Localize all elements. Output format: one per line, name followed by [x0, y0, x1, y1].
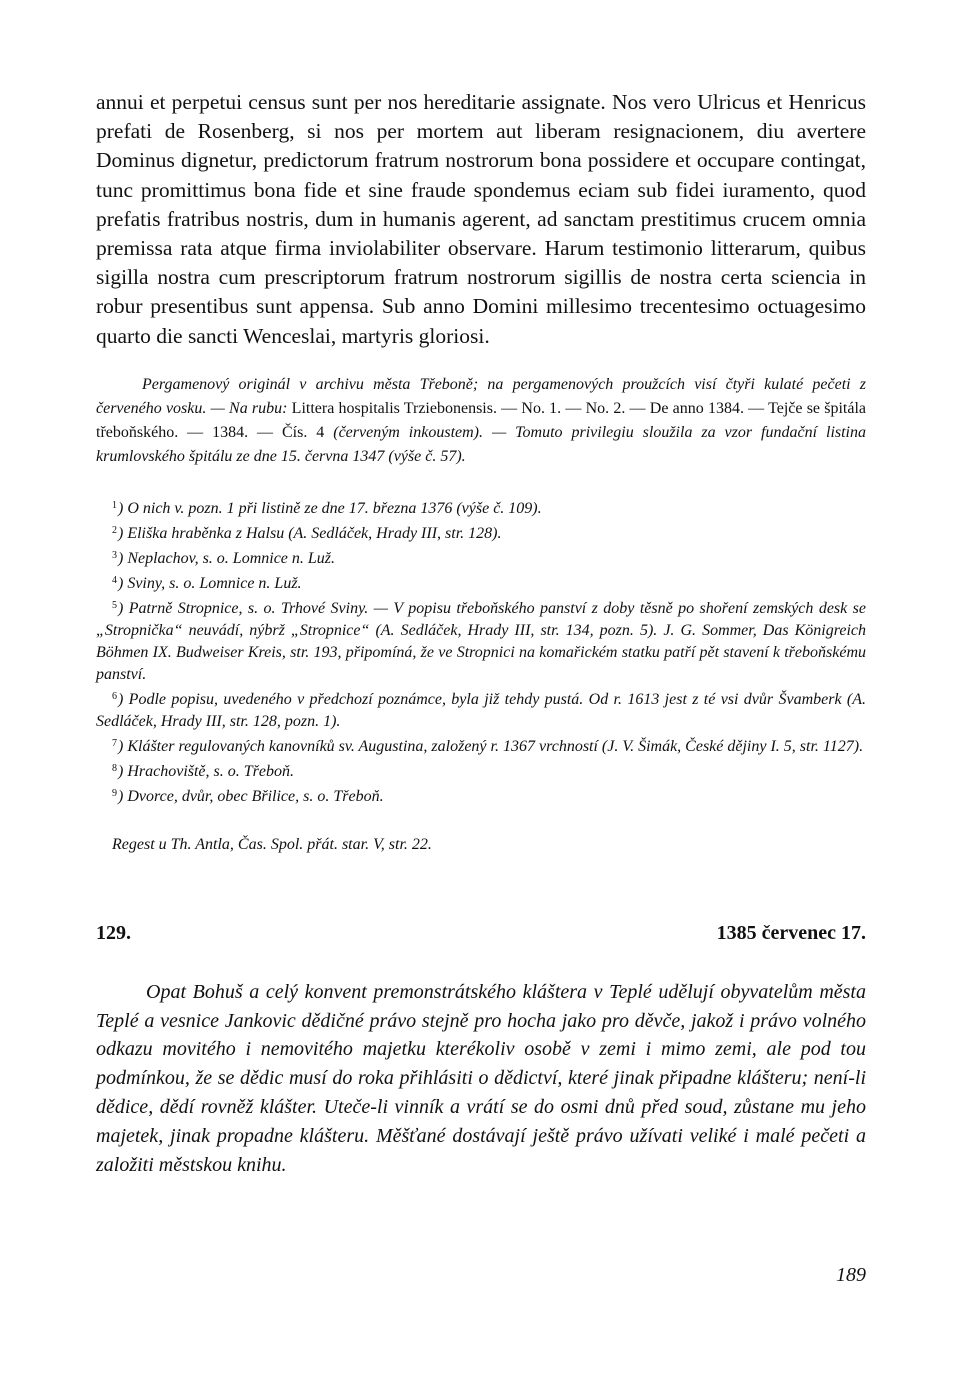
- document-abstract: Opat Bohuš a celý konvent premonstrátského kláštera v Teplé udělují obyvatelům města Teplé a vesnice Jankovic dědičné právo stejně pro hocha jako pro děvče, jakož i právo volného odkazu movitého i nemovitého majetku kterékoliv osobě v zemi i mimo zemi, ale pod tou podmínkou, že se dědic musí do roka přihlásiti o dědictví, které jinak připadne klášteru; není-li dědice, dědí rovněž klášter. Uteče-li vinník a vrátí se do osmi dnů před soud, zůstane mu jeho majetek, jinak propadne klášteru. Měšťané dostávají ještě právo užívati veliké i malé pečeti a založiti městskou knihu.: [96, 980, 866, 1176]
- footnote-text: Neplachov, s. o. Lomnice n. Luž.: [127, 549, 336, 567]
- archival-note-part1: Pergamenový originál v archivu města Třeboně; na pergamenových proužcích visí čtyři kulaté pečeti z červeného vosku. — Na rubu:: [96, 375, 866, 417]
- footnote-text: Dvorce, dvůr, obec Břilice, s. o. Třeboň.: [127, 787, 384, 805]
- footnote-number: 8: [112, 762, 117, 774]
- footnote-text: Klášter regulovaných kanovníků sv. Augustina, založený r. 1367 vrchností (J. V. Šimák, České dějiny I. 5, str. 1127).: [127, 737, 864, 755]
- footnote: $^2$) Eliška hraběnka z Halsu (A. Sedláček, Hrady III, str. 128).: [112, 524, 502, 542]
- main-text: annui et perpetui census sunt per nos hereditarie assignate. Nos vero Ulricus et Henricus prefati de Rosenberg, si nos per mortem aut liberam resignacionem, diu avertere Dominus dignetur, predictorum fratrum nostrorum bona possidere et occupare contingat, tunc promittimus bona fide et sine fraude spondemus eciam sub fidei iuramento, quod prefatis fratribus nostris, dum in humanis agerent, ad sanctam prestitimus crucem omnia premissa rata atque firma inviolabiliter observare. Harum testimonio litterarum, quibus sigilla nostra cum prescriptorum fratrum nostrorum sigillis de nostra certa sciencia in robur presentibus sunt appensa. Sub anno Domini millesimo trecentesimo octuagesimo quarto die sancti Wenceslai, martyris gloriosi.: [96, 90, 866, 348]
- footnote: $^5$) Patrně Stropnice, s. o. Trhové Sviny. — V popisu třeboňského panství z doby těsně po shoření zemských desk se „Stropnička“ neuvádí, nýbrž „Stropnice“ (A. Sedláček, Hrady III, str. 134, pozn. 5). J. G. Sommer, Das Königreich Böhmen IX. Budweiser Kreis, str. 193, připomíná, že ve Stropnici na komařickém statku patří pět stavení k třeboňskému panství.: [96, 599, 867, 683]
- page-number: 189: [836, 1264, 866, 1286]
- footnote-text: Patrně Stropnice, s. o. Trhové Sviny. — V popisu třeboňského panství z doby těsně po shoření zemských desk se „Stropnička“ neuvádí, nýbrž „Stropnice“ (A. Sedláček, Hrady III, str. 134, pozn. 5). J. G. Sommer, Das Königreich Böhmen IX. Budweiser Kreis, str. 193, připomíná, že ve Stropnici na komařickém statku patří pět stavení k třeboňskému panství.: [96, 599, 867, 683]
- archival-note-part3: (červeným inkoustem). — Tomuto privilegiu sloužila za vzor fundační listina krumlovského špitálu ze dne 15. června 1347 (výše č. 57).: [96, 423, 867, 465]
- footnote-number: 3: [112, 549, 117, 561]
- footnote: $^4$) Sviny, s. o. Lomnice n. Luž.: [112, 574, 302, 592]
- footnote-text: O nich v. pozn. 1 při listině ze dne 17. března 1376 (výše č. 109).: [127, 499, 542, 517]
- footnote-text: Eliška hraběnka z Halsu (A. Sedláček, Hrady III, str. 128).: [127, 524, 502, 542]
- document-date: 1385 červenec 17.: [716, 921, 866, 944]
- footnote: $^1$) O nich v. pozn. 1 při listině ze dne 17. března 1376 (výše č. 109).: [112, 499, 542, 517]
- footnote-number: 7: [112, 737, 117, 749]
- footnote-number: 1: [112, 499, 117, 511]
- footnote: $^9$) Dvorce, dvůr, obec Břilice, s. o. Třeboň.: [112, 787, 384, 805]
- footnotes: [96, 495, 866, 808]
- document-header: [96, 922, 866, 945]
- document-number: 129.: [96, 921, 131, 944]
- footnote: $^3$) Neplachov, s. o. Lomnice n. Luž.: [112, 549, 336, 567]
- footnote-number: 4: [112, 574, 117, 586]
- footnote-number: 5: [112, 599, 117, 611]
- footnote: $^8$) Hrachoviště, s. o. Třeboň.: [112, 762, 294, 780]
- footnote-text: Podle popisu, uvedeného v předchozí poznámce, byla již tehdy pustá. Od r. 1613 jest z té vsi dvůr Švamberk (A. Sedláček, Hrady III, str. 128, pozn. 1).: [96, 690, 867, 730]
- footnote: $^7$) Klášter regulovaných kanovníků sv. Augustina, založený r. 1367 vrchností (J. V. Šimák, České dějiny I. 5, str. 1127).: [112, 737, 864, 755]
- regest-note: Regest u Th. Antla, Čas. Spol. přát. star. V, str. 22.: [112, 835, 432, 853]
- footnote-number: 2: [112, 524, 117, 536]
- archival-note-part2: Littera hospitalis Trziebonensis. — No. 1. — No. 2. — De anno 1384. — Tejče se špitála třeboňského. — 1384. — Čís. 4: [96, 399, 867, 441]
- page-content: [96, 88, 866, 1199]
- footnote-number: 6: [112, 690, 117, 702]
- footnote: $^6$) Podle popisu, uvedeného v předchozí poznámce, byla již tehdy pustá. Od r. 1613 jest z té vsi dvůr Švamberk (A. Sedláček, Hrady III, str. 128, pozn. 1).: [96, 690, 867, 730]
- archival-note: [96, 373, 866, 469]
- footnote-text: Hrachoviště, s. o. Třeboň.: [127, 762, 294, 780]
- footnote-text: Sviny, s. o. Lomnice n. Luž.: [127, 574, 302, 592]
- footnote-number: 9: [112, 787, 117, 799]
